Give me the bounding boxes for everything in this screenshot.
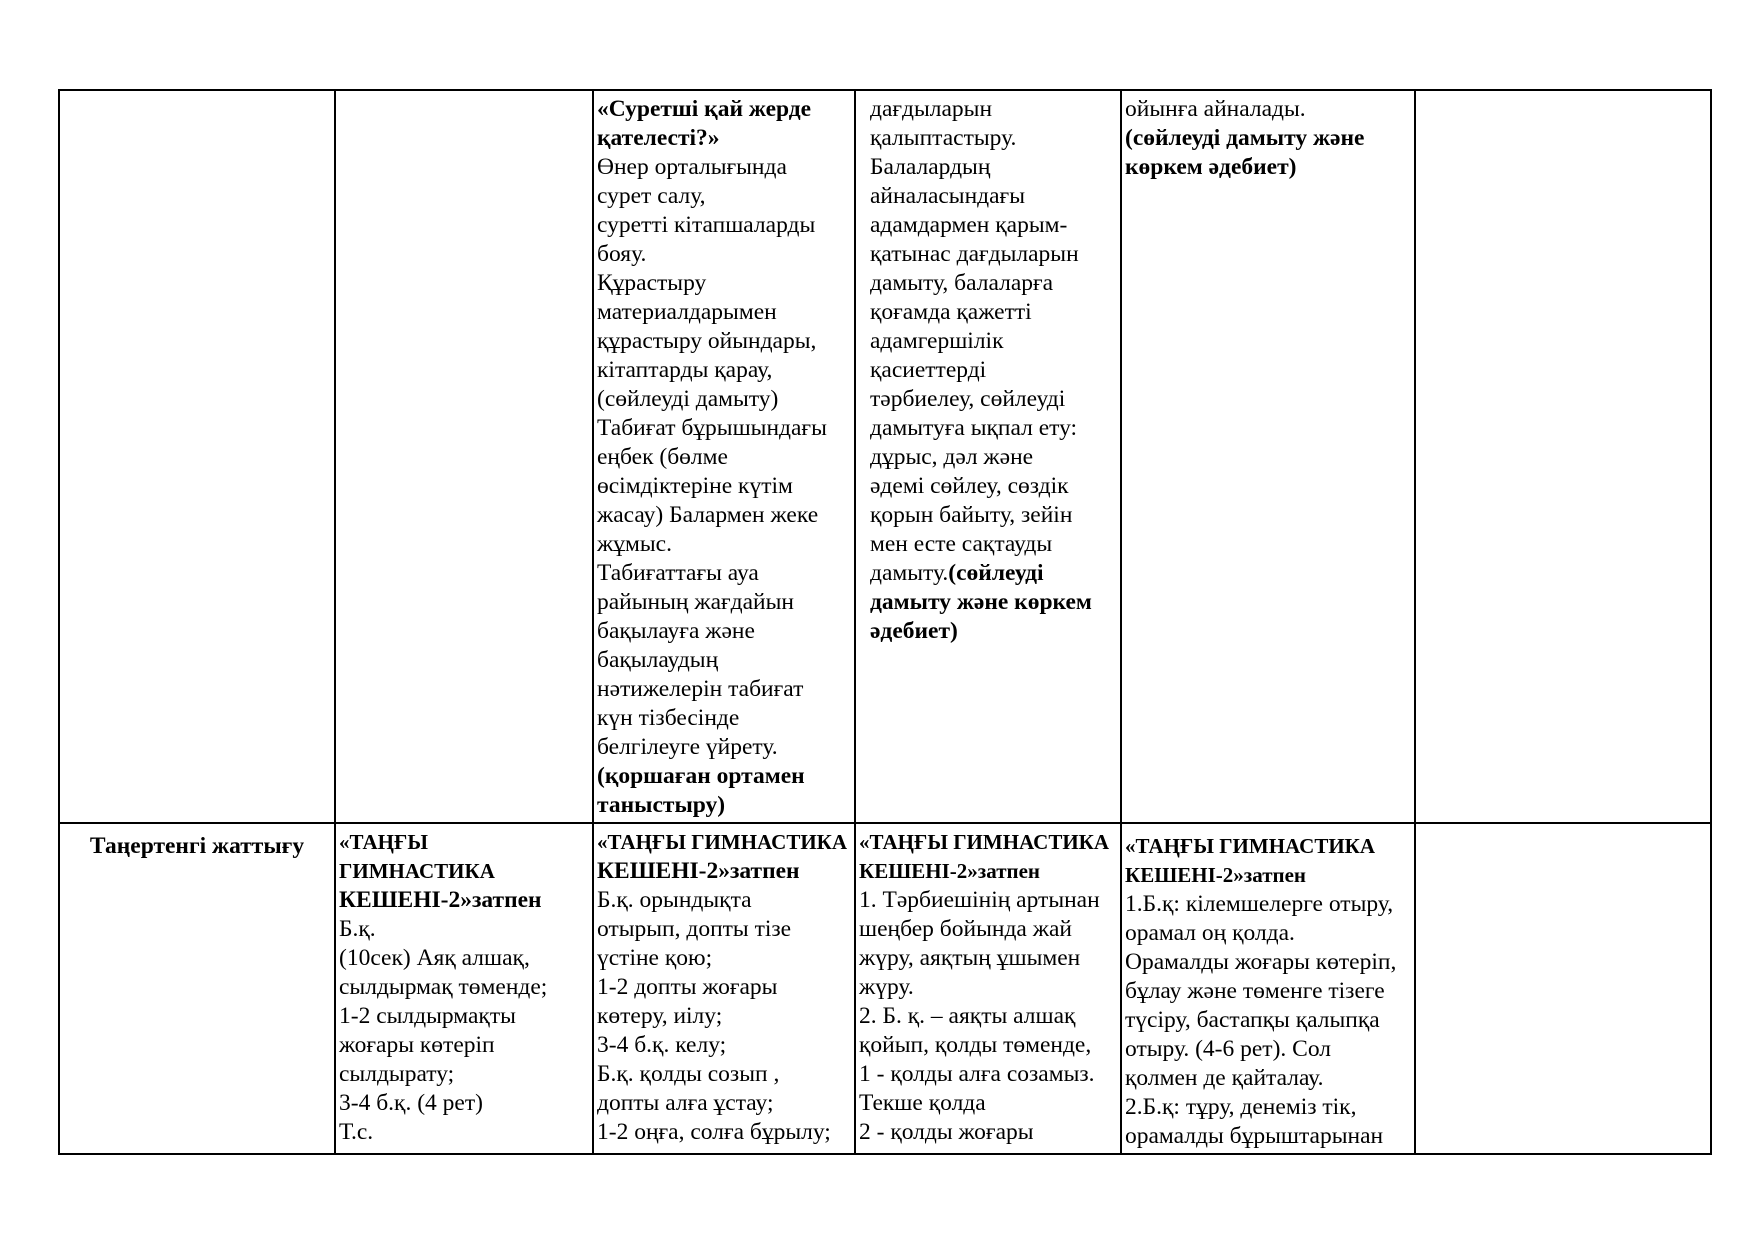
table-cell-row2-col4 (855, 823, 1121, 1154)
text-run: бақылаудың (597, 647, 719, 673)
text-line (859, 973, 1117, 1002)
text-run: сылдырату; (339, 1061, 455, 1087)
text-line (597, 95, 851, 124)
text-run: Құрастыру (597, 270, 707, 296)
text-run: қалыптастыру. (870, 125, 1017, 151)
text-line (859, 828, 1117, 857)
text-run: жасау) Балармен жеке (597, 502, 819, 528)
text-line (597, 240, 851, 269)
text-line (859, 1089, 1117, 1118)
text-run: Табиғат бұрышындағы (597, 415, 827, 441)
text-run: Б.қ. орындықта (597, 887, 752, 913)
text-line (870, 269, 1117, 298)
text-line (597, 124, 851, 153)
text-run: адамдармен қарым- (870, 212, 1068, 238)
text-run: Балалардың (870, 154, 991, 180)
text-line (597, 588, 851, 617)
table-cell-row2-col6 (1415, 823, 1711, 1154)
text-line (597, 356, 851, 385)
text-run: үстіне қою; (597, 945, 713, 971)
text-run: орамал оң қолда. (1125, 920, 1295, 946)
text-line (597, 944, 851, 973)
text-line (870, 327, 1117, 356)
table-cell-row1-col5 (1121, 90, 1415, 823)
text-run: «ТАҢҒЫ ГИМНАСТИКА (859, 830, 1110, 854)
text-run: қолмен де қайталау. (1125, 1065, 1324, 1091)
text-line (870, 414, 1117, 443)
text-run: күн тізбесінде (597, 705, 740, 731)
text-run: дамыту және көркем (870, 589, 1092, 615)
text-run: бақылауға және (597, 618, 755, 644)
text-line (870, 211, 1117, 240)
text-run: суретті кітапшаларды (597, 212, 816, 238)
text-line (597, 443, 851, 472)
text-run: 3-4 б.қ. (4 рет) (339, 1090, 483, 1116)
text-line (1125, 1006, 1411, 1035)
text-run: допты алға ұстау; (597, 1090, 774, 1116)
text-line (1125, 1064, 1411, 1093)
text-line (597, 269, 851, 298)
text-run: Табиғаттағы ауа (597, 560, 759, 586)
text-run: (сөйлеуді дамыту және (1125, 125, 1365, 151)
text-run: жоғары көтеріп (339, 1032, 495, 1058)
text-line (597, 530, 851, 559)
text-line (597, 211, 851, 240)
text-line (1125, 948, 1411, 977)
text-run: өсімдіктеріне күтім (597, 473, 793, 499)
text-run: айналасындағы (870, 183, 1025, 209)
text-line (1125, 95, 1411, 124)
table-cell-row2-col3 (593, 823, 855, 1154)
text-run: әдемі сөйлеу, сөздік (870, 473, 1069, 499)
text-line (339, 857, 589, 886)
text-line (870, 530, 1117, 559)
text-line (870, 240, 1117, 269)
text-line (597, 915, 851, 944)
text-run: қойып, қолды төменде, (859, 1032, 1092, 1058)
text-run: КЕШЕНІ-2»затпен (1125, 863, 1307, 887)
text-line (870, 472, 1117, 501)
text-run: райының жағдайын (597, 589, 794, 615)
text-line (597, 675, 851, 704)
text-run: дамыту. (870, 560, 949, 586)
text-run: қоғамда қажетті (870, 299, 1032, 325)
text-line (597, 1002, 851, 1031)
text-line (1125, 153, 1411, 182)
table-cell-row2-col2 (335, 823, 593, 1154)
text-line (597, 828, 851, 857)
text-line (597, 1118, 851, 1147)
table-cell-row2-col5 (1121, 823, 1415, 1154)
text-run: шеңбер бойында жай (859, 916, 1072, 942)
text-run: белгілеуге үйрету. (597, 734, 778, 760)
text-run: (сөйлеуді дамыту) (597, 386, 779, 412)
text-run: Б.қ. қолды созып , (597, 1061, 780, 1087)
text-line (1125, 832, 1411, 861)
text-line (597, 182, 851, 211)
text-line (859, 915, 1117, 944)
text-line (870, 559, 1117, 588)
text-line (339, 915, 589, 944)
text-run: 1-2 допты жоғары (597, 974, 778, 1000)
text-run: «Суретші қай жерде (597, 96, 812, 122)
text-run: сурет салу, (597, 183, 706, 209)
text-line (597, 762, 851, 791)
text-line (859, 1118, 1117, 1147)
text-run: мен есте сақтауды (870, 531, 1053, 557)
table-row (59, 823, 1711, 1154)
table-cell-row1-col4 (855, 90, 1121, 823)
text-run: ГИМНАСТИКА (339, 859, 495, 883)
text-line (339, 1118, 589, 1147)
text-run: 2.Б.қ: тұру, денеміз тік, (1125, 1094, 1357, 1120)
text-run: нәтижелерін табиғат (597, 676, 804, 702)
text-run: отыру. (4-6 рет). Сол (1125, 1036, 1331, 1062)
text-line (597, 1089, 851, 1118)
table-cell-row1-col1 (59, 90, 335, 823)
text-run: көркем әдебиет) (1125, 154, 1297, 180)
text-run: Т.с. (339, 1119, 374, 1145)
text-run: жүру. (859, 974, 914, 1000)
text-line (339, 973, 589, 1002)
text-line (870, 153, 1117, 182)
text-run: КЕШЕНІ-2»затпен (597, 858, 800, 884)
text-line (339, 1060, 589, 1089)
text-run: жұмыс. (597, 531, 672, 557)
text-line (597, 298, 851, 327)
text-run: «ТАҢҒЫ ГИМНАСТИКА (597, 830, 848, 854)
table-cell-row1-col2 (335, 90, 593, 823)
text-line (870, 182, 1117, 211)
text-run: Б.қ. (339, 916, 376, 942)
text-line (597, 153, 851, 182)
text-run: дұрыс, дәл және (870, 444, 1034, 470)
text-run: бұлау және төменге тізеге (1125, 978, 1385, 1004)
row-label-text: Таңертенгі жаттығу (89, 833, 305, 859)
text-line (339, 1031, 589, 1060)
text-run: «ТАҢҒЫ (339, 830, 428, 854)
text-run: дамытуға ықпал ету: (870, 415, 1078, 441)
text-line (597, 414, 851, 443)
text-line (597, 559, 851, 588)
text-run: көтеру, иілу; (597, 1003, 723, 1029)
text-line (870, 298, 1117, 327)
text-run: 1 - қолды алға созамыз. (859, 1061, 1095, 1087)
text-line (597, 472, 851, 501)
text-line (339, 886, 589, 915)
text-run: Өнер орталығында (597, 154, 787, 180)
text-run: қатынас дағдыларын (870, 241, 1079, 267)
text-run: 3-4 б.қ. келу; (597, 1032, 727, 1058)
text-run: КЕШЕНІ-2»затпен (859, 859, 1041, 883)
text-run: (10сек) Аяқ алшақ, (339, 945, 530, 971)
text-run: 1-2 оңға, солға бұрылу; (597, 1119, 831, 1145)
text-run: қасиеттерді (870, 357, 987, 383)
text-line (1125, 124, 1411, 153)
text-run: КЕШЕНІ-2»затпен (339, 887, 542, 913)
table-row (59, 90, 1711, 823)
table-cell-row1-col6 (1415, 90, 1711, 823)
text-line (870, 385, 1117, 414)
text-line (339, 828, 589, 857)
text-run: 2 - қолды жоғары (859, 1119, 1034, 1145)
text-run: дағдыларын (870, 96, 993, 122)
text-line (1125, 890, 1411, 919)
text-line (597, 617, 851, 646)
text-run: еңбек (бөлме (597, 444, 728, 470)
text-line (597, 886, 851, 915)
text-line (597, 704, 851, 733)
text-run: сылдырмақ төменде; (339, 974, 548, 1000)
text-line (339, 944, 589, 973)
text-run: дамыту, балаларға (870, 270, 1054, 296)
text-run: тәрбиелеу, сөйлеуді (870, 386, 1066, 412)
text-line (597, 646, 851, 675)
text-line (597, 327, 851, 356)
row-label-morning-exercise (59, 823, 335, 1154)
text-line (870, 443, 1117, 472)
text-run: бояу. (597, 241, 647, 267)
text-line (870, 95, 1117, 124)
text-run: 1.Б.қ: кілемшелерге отыру, (1125, 891, 1394, 917)
text-line (597, 973, 851, 1002)
text-line (597, 1060, 851, 1089)
text-run: құрастыру ойындары, (597, 328, 817, 354)
text-run: «ТАҢҒЫ ГИМНАСТИКА (1125, 834, 1376, 858)
text-line (870, 588, 1117, 617)
text-run: кітаптарды қарау, (597, 357, 773, 383)
text-run: отырып, допты тізе (597, 916, 792, 942)
table-cell-row1-col3 (593, 90, 855, 823)
text-line (859, 1031, 1117, 1060)
text-line (597, 791, 851, 820)
text-run: (қоршаған ортамен (597, 763, 805, 789)
text-run: Орамалды жоғары көтеріп, (1125, 949, 1397, 975)
text-run: материалдарымен (597, 299, 777, 325)
text-line (870, 501, 1117, 530)
text-line (597, 733, 851, 762)
text-line (859, 944, 1117, 973)
text-line (870, 617, 1117, 646)
text-run: әдебиет) (870, 618, 958, 644)
text-run: қорын байыту, зейін (870, 502, 1073, 528)
text-line (859, 1002, 1117, 1031)
text-line (597, 385, 851, 414)
text-line (339, 1089, 589, 1118)
text-line (1125, 1093, 1411, 1122)
text-run: 1. Тәрбиешінің артынан (859, 887, 1100, 913)
text-line (859, 857, 1117, 886)
text-line (1125, 861, 1411, 890)
text-line (597, 857, 851, 886)
text-run: таныстыру) (597, 792, 726, 818)
text-line (1125, 977, 1411, 1006)
text-run: түсіру, бастапқы қалыпқа (1125, 1007, 1380, 1033)
text-run: ойынға айналады. (1125, 96, 1306, 122)
schedule-table (58, 89, 1712, 1155)
text-line (870, 124, 1117, 153)
text-run: Текше қолда (859, 1090, 986, 1116)
text-line (1125, 1122, 1411, 1151)
text-line (1125, 919, 1411, 948)
text-run: жүру, аяқтың ұшымен (859, 945, 1081, 971)
text-line (597, 1031, 851, 1060)
text-line (339, 1002, 589, 1031)
text-line (859, 886, 1117, 915)
text-run-tail: (сөйлеуді (948, 560, 1044, 586)
text-run: 2. Б. қ. – аяқты алшақ (859, 1003, 1076, 1029)
text-run: қателесті?» (597, 125, 720, 151)
text-line (859, 1060, 1117, 1089)
text-line (1125, 1035, 1411, 1064)
text-run: адамгершілік (870, 328, 1004, 354)
text-run: орамалды бұрыштарынан (1125, 1123, 1384, 1149)
text-line (597, 501, 851, 530)
text-run: 1-2 сылдырмақты (339, 1003, 516, 1029)
text-line (870, 356, 1117, 385)
